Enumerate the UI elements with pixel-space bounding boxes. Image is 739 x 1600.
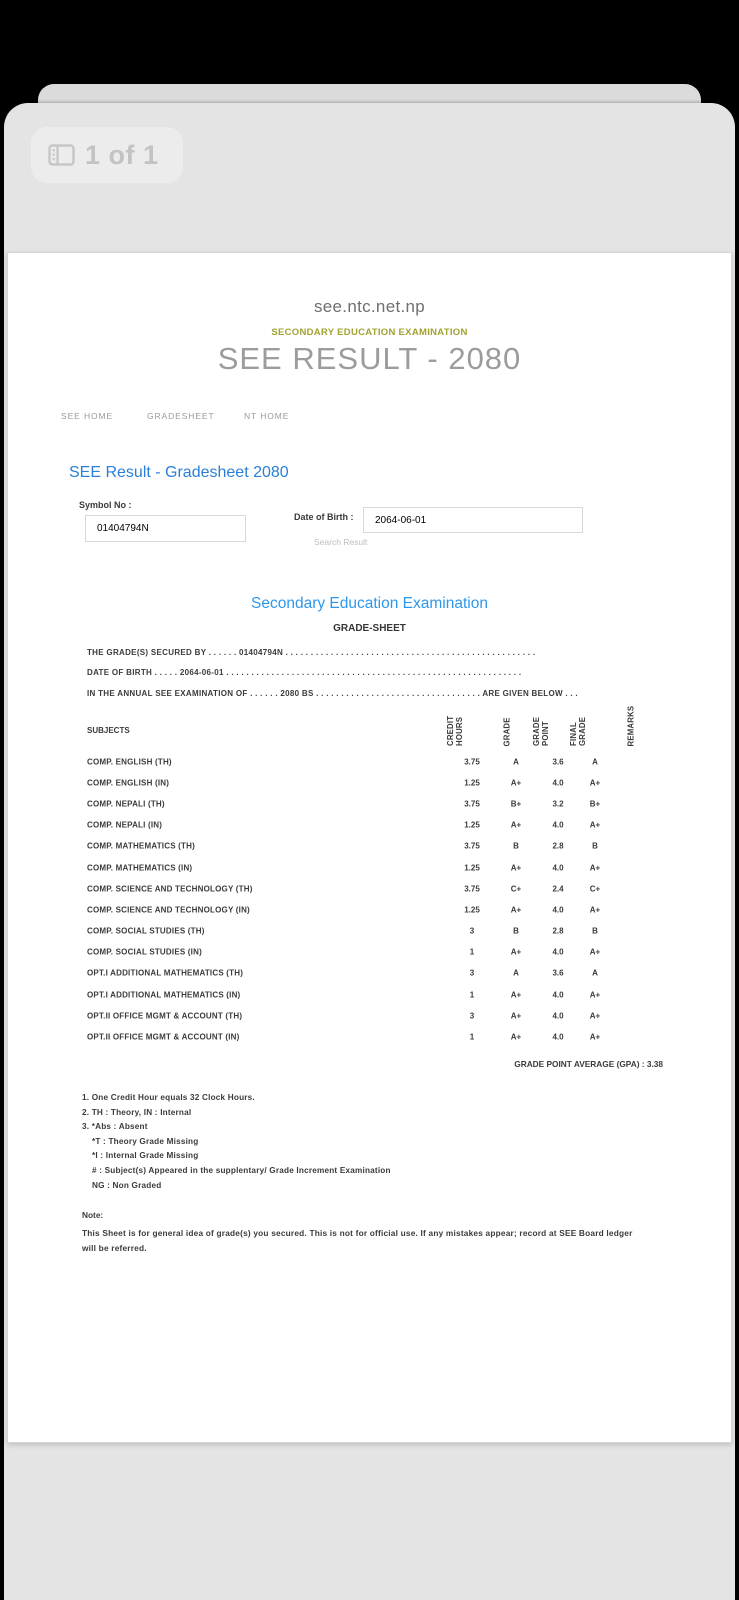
cell-subject: COMP. ENGLISH (TH) bbox=[87, 757, 172, 767]
cell-c4: A+ bbox=[589, 1011, 601, 1021]
cell-c2: A+ bbox=[510, 947, 522, 957]
cell-c4: B+ bbox=[589, 799, 601, 809]
dob-field-wrap bbox=[363, 507, 583, 533]
cell-c2: B bbox=[513, 841, 519, 851]
cell-c3: 2.8 bbox=[552, 926, 564, 936]
column-header-remarks: REMARKS bbox=[626, 705, 636, 746]
nav-link-see-home[interactable]: SEE HOME bbox=[61, 411, 114, 421]
nav-link-nt-home[interactable]: NT HOME bbox=[244, 411, 290, 421]
column-header-subjects: SUBJECTS bbox=[87, 726, 130, 735]
cell-c1: 3.75 bbox=[464, 841, 480, 851]
cell-c2: A+ bbox=[510, 863, 522, 873]
footnote-line: NG : Non Graded bbox=[92, 1180, 162, 1190]
cell-subject: COMP. NEPALI (IN) bbox=[87, 820, 163, 830]
cell-subject: COMP. ENGLISH (IN) bbox=[87, 778, 170, 788]
cell-c3: 3.6 bbox=[552, 968, 564, 978]
cell-c3: 2.8 bbox=[552, 841, 564, 851]
cell-c4: A+ bbox=[589, 1032, 601, 1042]
footnote-line: 1. One Credit Hour equals 32 Clock Hours. bbox=[82, 1093, 255, 1102]
cell-subject: OPT.I ADDITIONAL MATHEMATICS (IN) bbox=[87, 990, 241, 1000]
table-row bbox=[8, 963, 731, 984]
table-row bbox=[8, 1026, 731, 1047]
cell-c1: 3 bbox=[469, 968, 475, 978]
cell-c3: 3.6 bbox=[552, 757, 564, 767]
org-name: SECONDARY EDUCATION EXAMINATION bbox=[271, 327, 468, 338]
cell-subject: COMP. SCIENCE AND TECHNOLOGY (IN) bbox=[87, 905, 250, 915]
cell-c1: 1 bbox=[469, 990, 475, 1000]
cell-c1: 3.75 bbox=[464, 799, 480, 809]
cell-c1: 1 bbox=[469, 1032, 475, 1042]
cell-c2: A+ bbox=[510, 1011, 522, 1021]
page-indicator[interactable] bbox=[31, 127, 183, 183]
cell-c4: A+ bbox=[589, 905, 601, 915]
cell-subject: COMP. MATHEMATICS (IN) bbox=[87, 863, 193, 873]
cell-c4: A+ bbox=[589, 820, 601, 830]
table-row bbox=[8, 942, 731, 963]
cell-c4: C+ bbox=[589, 884, 601, 894]
cell-c3: 4.0 bbox=[552, 820, 564, 830]
meta-exam-year: IN THE ANNUAL SEE EXAMINATION OF . . . . . . 2080 BS . . . . . . . . . . . . . . . . . . . . . . . . . . . . . . . . . ARE GIVEN BELOW . . . bbox=[87, 689, 578, 698]
footnote-line: 2. TH : Theory, IN : Internal bbox=[82, 1107, 192, 1117]
cell-c3: 4.0 bbox=[552, 778, 564, 788]
cell-c1: 1 bbox=[469, 947, 475, 957]
cell-c3: 4.0 bbox=[552, 947, 564, 957]
cell-c2: B+ bbox=[510, 799, 522, 809]
cell-c4: B bbox=[592, 926, 598, 936]
cell-c4: A bbox=[592, 968, 598, 978]
cell-c1: 1.25 bbox=[464, 820, 480, 830]
column-header-final-grade: FINAL GRADE bbox=[568, 716, 586, 746]
meta-date-of-birth: DATE OF BIRTH . . . . . 2064-06-01 . . . . . . . . . . . . . . . . . . . . . . . . . . . . . . . . . . . . . . . . . . . . . . . . . . . . . . . . . . . bbox=[87, 668, 522, 677]
column-header-grade: GRADE bbox=[502, 716, 512, 746]
table-row bbox=[8, 984, 731, 1005]
page-count-label: 1 of 1 bbox=[85, 139, 159, 170]
cell-c2: A+ bbox=[510, 990, 522, 1000]
cell-c1: 3 bbox=[469, 926, 475, 936]
grade-rows bbox=[8, 751, 731, 1048]
cell-c1: 3.75 bbox=[464, 757, 480, 767]
symbol-no-field-wrap bbox=[85, 515, 246, 542]
column-header-grade-point: GRADE POINT bbox=[531, 716, 549, 746]
note-label: Note: bbox=[82, 1210, 104, 1220]
cell-c4: A bbox=[592, 757, 598, 767]
footnote-line: *I : Internal Grade Missing bbox=[92, 1151, 199, 1161]
footnote-line: # : Subject(s) Appeared in the supplentary/ Grade Increment Examination bbox=[92, 1165, 391, 1175]
gpa-summary: GRADE POINT AVERAGE (GPA) : 3.38 bbox=[514, 1059, 663, 1069]
table-row bbox=[8, 793, 731, 814]
footnote-line: *T : Theory Grade Missing bbox=[92, 1136, 199, 1146]
cell-c1: 3 bbox=[469, 1011, 475, 1021]
cell-c4: A+ bbox=[589, 778, 601, 788]
table-row bbox=[8, 857, 731, 878]
table-row bbox=[8, 1005, 731, 1026]
table-row bbox=[8, 815, 731, 836]
cell-subject: COMP. SOCIAL STUDIES (IN) bbox=[87, 947, 202, 957]
table-row bbox=[8, 899, 731, 920]
search-result-button[interactable]: Search Result bbox=[314, 537, 368, 547]
meta-secured-by: THE GRADE(S) SECURED BY . . . . . . 01404794N . . . . . . . . . . . . . . . . . . . . . . . . . . . . . . . . . . . . . . . . . . . . . . . . . . bbox=[87, 648, 536, 657]
dob-label: Date of Birth : bbox=[294, 512, 354, 522]
cell-c2: A bbox=[513, 757, 519, 767]
nav-link-gradesheet[interactable]: GRADESHEET bbox=[147, 411, 215, 421]
table-row bbox=[8, 836, 731, 857]
note-text: This Sheet is for general idea of grade(s) you secured. This is not for official use. If any mistakes appear; record at SEE Board ledger will be referred. bbox=[82, 1228, 633, 1254]
cell-subject: COMP. NEPALI (TH) bbox=[87, 799, 165, 809]
cell-c3: 4.0 bbox=[552, 863, 564, 873]
symbol-no-input[interactable] bbox=[97, 516, 234, 541]
symbol-no-label: Symbol No : bbox=[79, 500, 132, 510]
cell-subject: COMP. SOCIAL STUDIES (TH) bbox=[87, 926, 205, 936]
gradesheet-document bbox=[7, 252, 732, 1443]
cell-c4: A+ bbox=[589, 990, 601, 1000]
cell-c2: A bbox=[513, 968, 519, 978]
site-domain: see.ntc.net.np bbox=[314, 297, 425, 316]
cell-c3: 4.0 bbox=[552, 1032, 564, 1042]
result-section-heading: SEE Result - Gradesheet 2080 bbox=[69, 464, 289, 481]
exam-section-title: Secondary Education Examination bbox=[251, 595, 488, 612]
cell-subject: OPT.I ADDITIONAL MATHEMATICS (TH) bbox=[87, 968, 244, 978]
cell-c3: 3.2 bbox=[552, 799, 564, 809]
cell-c1: 1.25 bbox=[464, 905, 480, 915]
table-row bbox=[8, 921, 731, 942]
cell-c1: 1.25 bbox=[464, 778, 480, 788]
cell-c4: A+ bbox=[589, 947, 601, 957]
cell-c2: B bbox=[513, 926, 519, 936]
cell-c2: C+ bbox=[510, 884, 522, 894]
cell-c2: A+ bbox=[510, 1032, 522, 1042]
pages-sidebar-icon bbox=[48, 144, 75, 166]
table-row bbox=[8, 772, 731, 793]
cell-subject: COMP. MATHEMATICS (TH) bbox=[87, 841, 195, 851]
cell-c1: 3.75 bbox=[464, 884, 480, 894]
cell-subject: COMP. SCIENCE AND TECHNOLOGY (TH) bbox=[87, 884, 253, 894]
cell-c3: 4.0 bbox=[552, 905, 564, 915]
cell-c1: 1.25 bbox=[464, 863, 480, 873]
cell-c3: 4.0 bbox=[552, 1011, 564, 1021]
dob-input[interactable] bbox=[375, 508, 571, 532]
column-header-credit-hours: CREDIT HOURS bbox=[445, 715, 463, 746]
cell-c4: B bbox=[592, 841, 598, 851]
cell-c2: A+ bbox=[510, 778, 522, 788]
cell-c4: A+ bbox=[589, 863, 601, 873]
cell-c3: 4.0 bbox=[552, 990, 564, 1000]
gradesheet-title: GRADE-SHEET bbox=[333, 623, 406, 634]
cell-subject: OPT.II OFFICE MGMT & ACCOUNT (TH) bbox=[87, 1011, 243, 1021]
cell-c2: A+ bbox=[510, 905, 522, 915]
footnotes bbox=[82, 1091, 391, 1193]
page-title: SEE RESULT - 2080 bbox=[217, 341, 522, 376]
footnote-line: 3. *Abs : Absent bbox=[82, 1122, 148, 1132]
cell-subject: OPT.II OFFICE MGMT & ACCOUNT (IN) bbox=[87, 1032, 240, 1042]
table-row bbox=[8, 751, 731, 772]
cell-c2: A+ bbox=[510, 820, 522, 830]
table-row bbox=[8, 878, 731, 899]
cell-c3: 2.4 bbox=[552, 884, 564, 894]
